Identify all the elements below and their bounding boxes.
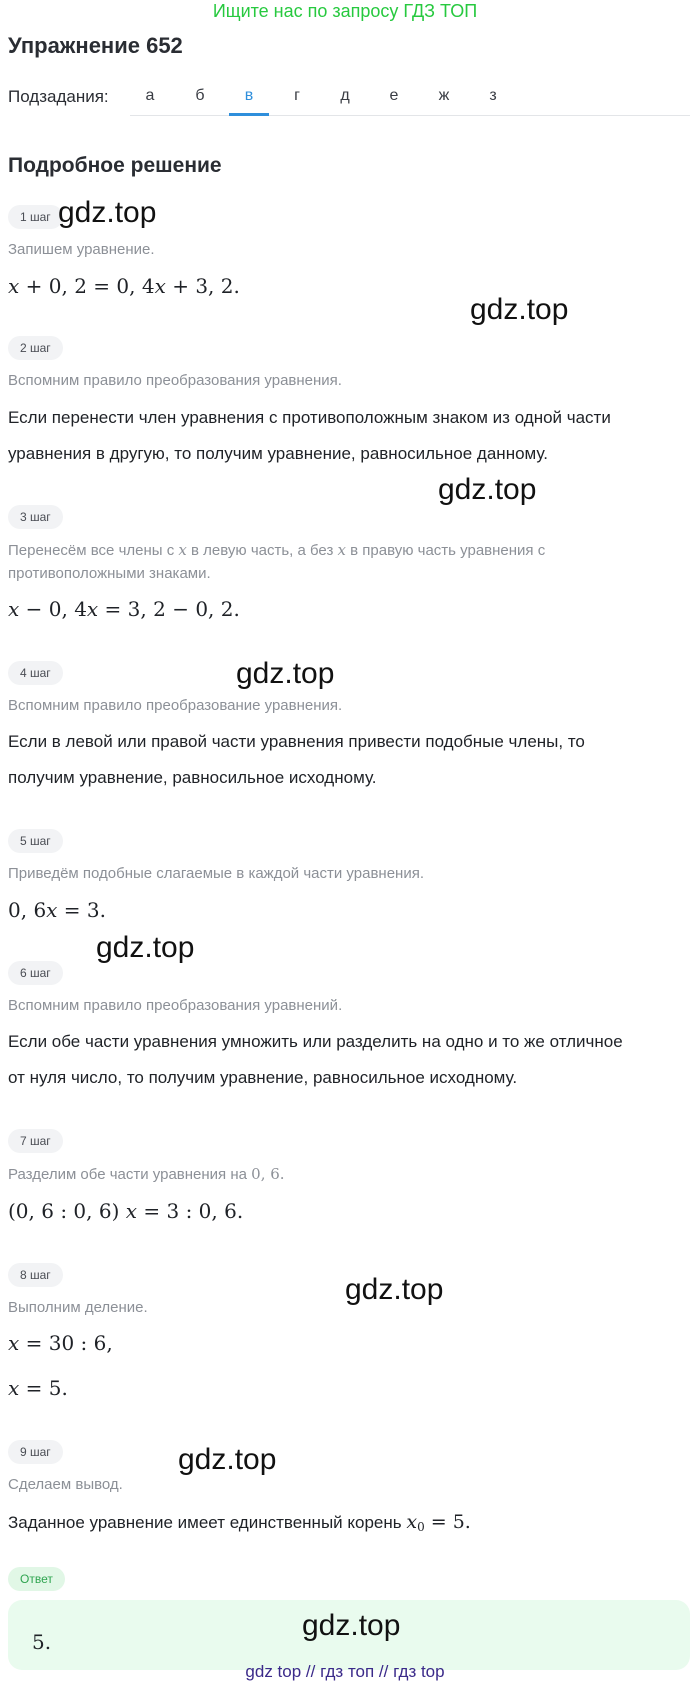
- step-badge: 9 шаг: [8, 1440, 63, 1464]
- section-title: Подробное решение: [8, 154, 222, 177]
- rule-text: получим уравнение, равносильное исходному.: [8, 768, 377, 787]
- rule-text: Если перенести член уравнения с противоположным знаком из одной части: [8, 408, 611, 427]
- step-badge: 3 шаг: [8, 505, 63, 529]
- equation: x + 0, 2 = 0, 4x + 3, 2.: [8, 274, 240, 298]
- promo-banner: Ищите нас по запросу ГДЗ ТОП: [212, 1, 478, 21]
- watermark: gdz.top: [58, 196, 157, 229]
- conclusion-text: Заданное уравнение имеет единственный корень $x_0 = 5$.: [8, 1511, 471, 1534]
- step-hint-cont: противоположными знаками.: [8, 565, 211, 582]
- step-hint: Перенесём все члены с x в левую часть, а без x в правую часть уравнения с: [8, 541, 546, 559]
- subtasks-label: Подзадания:: [8, 87, 109, 106]
- tab-d[interactable]: д: [340, 87, 350, 104]
- tab-z[interactable]: з: [489, 87, 497, 104]
- watermark: gdz.top: [178, 1443, 277, 1476]
- tab-b[interactable]: б: [195, 87, 205, 104]
- step-hint: Запишем уравнение.: [8, 241, 155, 258]
- step-hint: Вспомним правило преобразование уравнения.: [8, 697, 343, 714]
- tab-v[interactable]: в: [244, 87, 254, 104]
- answer-badge: Ответ: [8, 1567, 65, 1591]
- watermark: gdz.top: [345, 1273, 444, 1306]
- answer-value: 5.: [32, 1630, 52, 1654]
- step-hint: Вспомним правило преобразования уравнений.: [8, 997, 343, 1014]
- watermark: gdz.top: [470, 293, 569, 326]
- step-badge: 2 шаг: [8, 336, 63, 360]
- active-tab-indicator: [229, 113, 269, 116]
- rule-text: Если в левой или правой части уравнения привести подобные члены, то: [8, 732, 585, 751]
- watermark: gdz.top: [302, 1609, 401, 1642]
- equation: 0, 6x = 3.: [8, 898, 107, 922]
- step-badge: 4 шаг: [8, 661, 63, 685]
- step-badge: 5 шаг: [8, 829, 63, 853]
- page-title: Упражнение 652: [8, 33, 183, 58]
- equation: x − 0, 4x = 3, 2 − 0, 2.: [8, 597, 240, 621]
- step-badge: 8 шаг: [8, 1263, 63, 1287]
- watermark: gdz.top: [438, 473, 537, 506]
- step-badge: 1 шаг: [8, 205, 63, 229]
- step-hint: Разделим обе части уравнения на 0, 6.: [8, 1165, 285, 1183]
- step-hint: Приведём подобные слагаемые в каждой части уравнения.: [8, 865, 424, 882]
- tabs-divider: [130, 115, 690, 116]
- tab-a[interactable]: а: [145, 87, 155, 104]
- equation: x = 5.: [8, 1376, 68, 1400]
- step-badge: 6 шаг: [8, 961, 63, 985]
- step-badge: 7 шаг: [8, 1129, 63, 1153]
- rule-text: от нуля число, то получим уравнение, равносильное исходному.: [8, 1068, 518, 1087]
- watermark: gdz.top: [96, 931, 195, 964]
- step-hint: Вспомним правило преобразования уравнения.: [8, 372, 342, 389]
- watermark: gdz.top: [236, 657, 335, 690]
- tab-zh[interactable]: ж: [438, 87, 450, 104]
- rule-text: уравнения в другую, то получим уравнение, равносильное данному.: [8, 444, 548, 463]
- step-hint: Выполним деление.: [8, 1299, 148, 1316]
- footer-links[interactable]: gdz top // гдз топ // гдз top: [245, 1662, 445, 1681]
- step-hint: Сделаем вывод.: [8, 1476, 123, 1493]
- tab-g[interactable]: г: [294, 87, 300, 104]
- rule-text: Если обе части уравнения умножить или разделить на одно и то же отличное: [8, 1032, 623, 1051]
- equation: x = 30 : 6,: [8, 1331, 113, 1355]
- tab-e[interactable]: е: [389, 87, 399, 104]
- equation: (0, 6 : 0, 6) x = 3 : 0, 6.: [8, 1199, 244, 1223]
